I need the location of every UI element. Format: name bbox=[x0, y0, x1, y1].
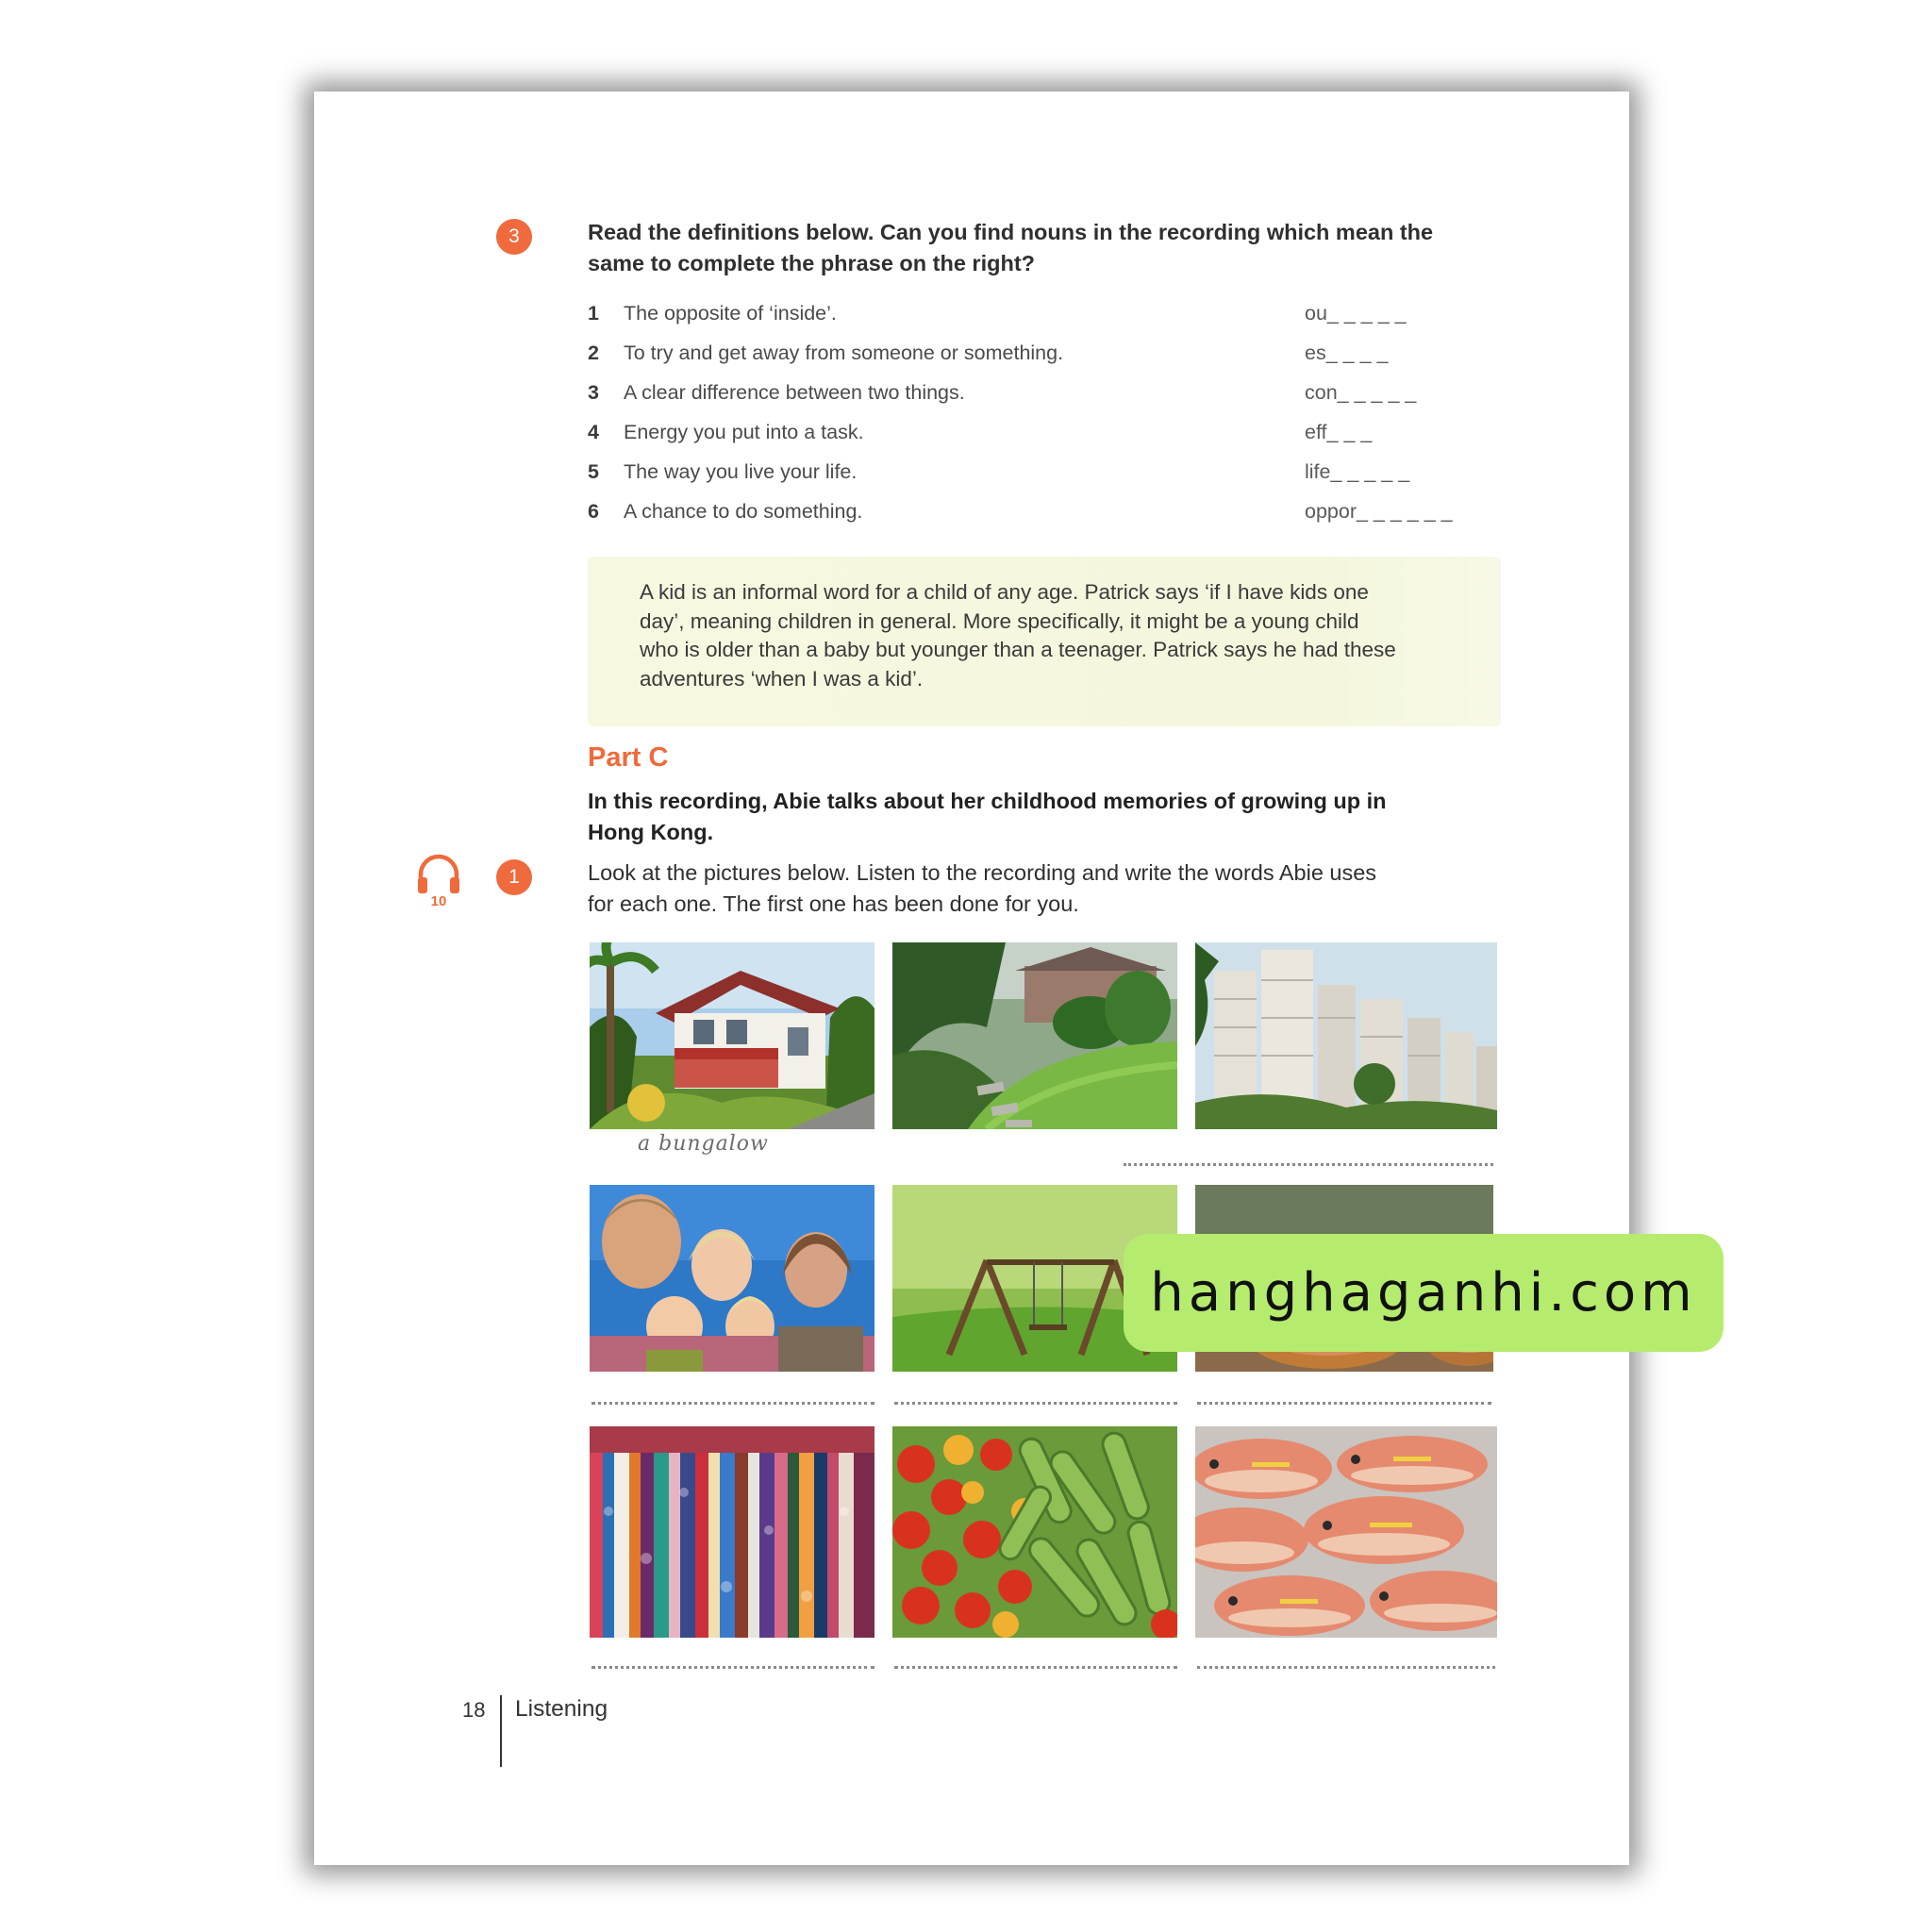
definition-number: 2 bbox=[588, 341, 599, 364]
textbook-page bbox=[314, 92, 1697, 1865]
answer-line bbox=[591, 1666, 874, 1669]
track-number: 10 bbox=[430, 893, 447, 909]
definition-number: 3 bbox=[588, 381, 599, 404]
instruction-line: Read the definitions below. Can you find nouns in the recording which mean the bbox=[588, 220, 1434, 244]
part-title: Part C bbox=[588, 742, 669, 773]
definition-text: Energy you put into a task. bbox=[624, 421, 864, 443]
answer-blank: con_ _ _ _ _ bbox=[1305, 381, 1417, 404]
definition-text: The opposite of ‘inside’. bbox=[624, 302, 837, 325]
photo-high-rise bbox=[1195, 942, 1497, 1129]
definition-number: 1 bbox=[588, 302, 599, 325]
note-line: day’, meaning children in general. More specifically, it might be a young child bbox=[640, 608, 1359, 633]
exercise-number-badge: 1 bbox=[496, 859, 532, 895]
definition-row bbox=[588, 302, 1569, 336]
page-number: 18 bbox=[462, 1698, 486, 1722]
answer-line bbox=[1197, 1402, 1491, 1405]
answer-line bbox=[894, 1666, 1177, 1669]
photo-clothes-rack bbox=[590, 1426, 874, 1638]
answer-blank: ou_ _ _ _ _ bbox=[1305, 302, 1407, 325]
instruction-line: same to complete the phrase on the right? bbox=[588, 251, 1035, 275]
photo-garden bbox=[892, 942, 1177, 1129]
photo-bungalow bbox=[590, 942, 874, 1129]
footer-divider bbox=[500, 1695, 502, 1767]
website-watermark: hanghaganhi.com bbox=[1124, 1234, 1724, 1352]
instruction-line: Look at the pictures below. Listen to the recording and write the words Abie uses bbox=[588, 860, 1377, 885]
answer-line bbox=[894, 1402, 1177, 1405]
photo-family bbox=[590, 1185, 874, 1372]
vocabulary-note-text bbox=[640, 578, 1470, 693]
answer-blank: eff_ _ _ bbox=[1305, 421, 1373, 443]
vocabulary-note-box bbox=[588, 557, 1501, 726]
answer-line bbox=[1197, 1666, 1495, 1669]
part-intro-line: In this recording, Abie talks about her childhood memories of growing up in bbox=[588, 789, 1387, 813]
definition-row bbox=[588, 381, 1569, 415]
definition-text: A chance to do something. bbox=[624, 500, 863, 523]
definition-number: 5 bbox=[588, 460, 599, 483]
photo-tomatoes-cucumbers bbox=[892, 1426, 1177, 1638]
definition-text: The way you live your life. bbox=[624, 460, 858, 483]
definition-number: 4 bbox=[588, 421, 599, 443]
answer-line bbox=[1124, 1163, 1493, 1166]
audio-track-marker bbox=[415, 854, 462, 912]
definition-row bbox=[588, 421, 1569, 455]
definition-row bbox=[588, 500, 1569, 534]
definition-text: A clear difference between two things. bbox=[624, 381, 965, 404]
example-answer-handwriting: a bungalow bbox=[638, 1132, 769, 1156]
definition-text: To try and get away from someone or something. bbox=[624, 341, 1064, 364]
photo-red-fish bbox=[1195, 1426, 1497, 1638]
instruction-line: for each one. The first one has been done for you. bbox=[588, 891, 1079, 916]
answer-blank: es_ _ _ _ bbox=[1305, 341, 1389, 364]
section-label: Listening bbox=[515, 1696, 608, 1722]
definition-row bbox=[588, 460, 1569, 494]
headphones-icon bbox=[415, 854, 462, 895]
definition-row bbox=[588, 341, 1569, 375]
answer-blank: oppor_ _ _ _ _ _ bbox=[1305, 500, 1453, 523]
definition-number: 6 bbox=[588, 500, 599, 523]
answer-blank: life_ _ _ _ _ bbox=[1305, 460, 1410, 483]
answer-line bbox=[591, 1402, 874, 1405]
part-intro-line: Hong Kong. bbox=[588, 820, 714, 844]
exercise-number-badge: 3 bbox=[496, 219, 532, 255]
note-line: adventures ‘when I was a kid’. bbox=[640, 666, 924, 691]
note-line: who is older than a baby but younger than a teenager. Patrick says he had these bbox=[640, 638, 1396, 661]
note-line: A kid is an informal word for a child of any age. Patrick says ‘if I have kids one bbox=[640, 580, 1369, 604]
